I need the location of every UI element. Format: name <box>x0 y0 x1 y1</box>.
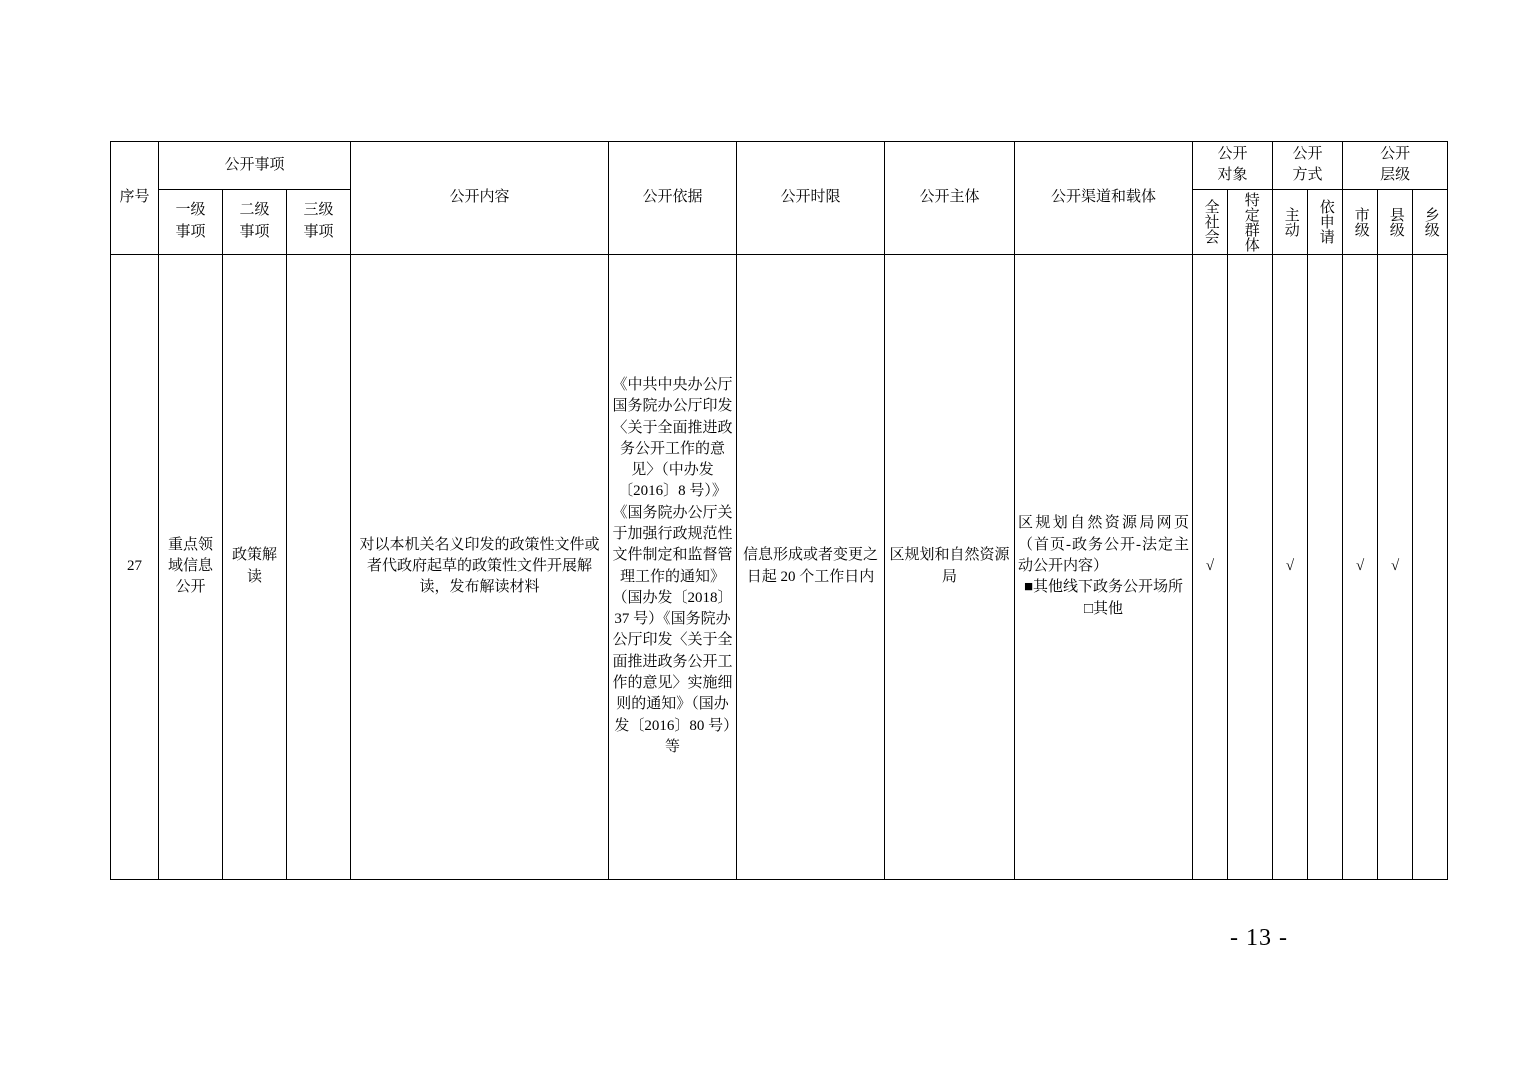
header-basis: 公开依据 <box>609 142 737 255</box>
header-matters-group: 公开事项 <box>159 142 351 190</box>
cell-content: 对以本机关名义印发的政策性文件或者代政府起草的政策性文件开展解读，发布解读材料 <box>351 254 609 879</box>
header-level-group: 公开 层级 <box>1343 142 1448 190</box>
table-row <box>111 254 1448 879</box>
header-level1: 一级 事项 <box>159 189 223 254</box>
cell-mode-active: √ <box>1273 254 1308 879</box>
cell-time-limit: 信息形成或者变更之日起 20 个工作日内 <box>737 254 885 879</box>
header-level-county: 县级 <box>1378 189 1413 254</box>
header-level-city: 市级 <box>1343 189 1378 254</box>
cell-audience-specific <box>1228 254 1273 879</box>
header-level3: 三级 事项 <box>287 189 351 254</box>
cell-level1: 重点领域信息公开 <box>159 254 223 879</box>
cell-level-city: √ <box>1343 254 1378 879</box>
header-content: 公开内容 <box>351 142 609 255</box>
cell-level-county: √ <box>1378 254 1413 879</box>
cell-audience-all: √ <box>1193 254 1228 879</box>
cell-level-town <box>1413 254 1448 879</box>
header-audience-specific: 特定群体 <box>1228 189 1273 254</box>
page-number: - 13 - <box>1230 925 1288 951</box>
header-channel: 公开渠道和载体 <box>1015 142 1193 255</box>
cell-level2: 政策解读 <box>223 254 287 879</box>
header-seq: 序号 <box>111 142 159 255</box>
header-subject: 公开主体 <box>885 142 1015 255</box>
header-level-town: 乡级 <box>1413 189 1448 254</box>
disclosure-catalog-table <box>110 141 1448 880</box>
header-level2: 二级 事项 <box>223 189 287 254</box>
header-audience-group: 公开 对象 <box>1193 142 1273 190</box>
table-header-row-1 <box>111 142 1448 190</box>
cell-subject: 区规划和自然资源局 <box>885 254 1015 879</box>
channel-offline-venue: ■其他线下政务公开场所 <box>1024 579 1184 596</box>
header-mode-group: 公开 方式 <box>1273 142 1343 190</box>
channel-webpage: 区规划自然资源局网页（首页-政务公开-法定主动公开内容） <box>1018 515 1190 574</box>
cell-mode-request <box>1308 254 1343 879</box>
header-time-limit: 公开时限 <box>737 142 885 255</box>
cell-basis: 《中共中央办公厅国务院办公厅印发〈关于全面推进政务公开工作的意见〉（中办发〔2016〕8 号）》《国务院办公厅关于加强行政规范性文件制定和监督管理工作的通知》（国办发〔2018〕37 号）《国务院办公厅印发〈关于全面推进政务公开工作的意见〉实施细则的通知》（国办发〔2016〕80 号）等 <box>609 254 737 879</box>
cell-level3 <box>287 254 351 879</box>
cell-channel <box>1015 254 1193 879</box>
header-mode-active: 主动 <box>1273 189 1308 254</box>
header-mode-request: 依申请 <box>1308 189 1343 254</box>
channel-other: □其他 <box>1084 600 1124 617</box>
cell-seq: 27 <box>111 254 159 879</box>
header-audience-all: 全社会 <box>1193 189 1228 254</box>
